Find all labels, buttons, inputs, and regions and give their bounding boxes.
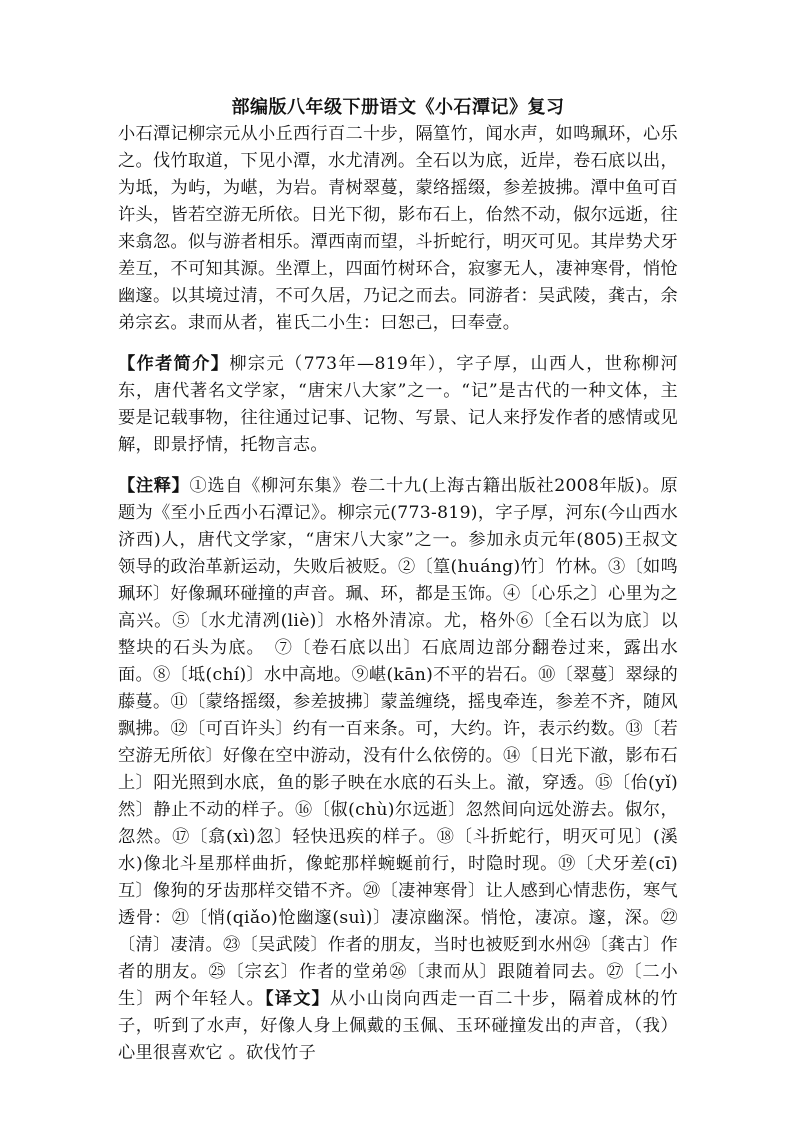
translation-label: 【译文】	[264, 989, 330, 1009]
notes-text: ①选自《柳河东集》卷二十九(上海古籍出版社2008年版)。原题为《至小丘西小石潭记》。柳宗元(773-819)，字子厚，河东(今山西水济西)人，唐代文学家，“唐宋八大家”之一。参加永贞元年(805)王叔文领导的政治革新运动，失败后被贬。②〔篁(huáng)竹〕竹林。③〔如鸣珮环〕好像珮环碰撞的声音。珮、环，都是玉饰。④〔心乐之〕心里为之高兴。⑤〔水尤清冽(liè)〕水格外清凉。尤，格外⑥〔全石以为底〕以整块的石头为底。 ⑦〔卷石底以出〕石底周边部分翻卷过来，露出水面。⑧〔坻(chí)〕水中高地。⑨嵁(kān)不平的岩石。⑩〔翠蔓〕翠绿的藤蔓。⑪〔蒙络摇缀，参差披拂〕蒙盖缠绕，摇曳牵连，参差不齐，随风飘拂。⑫〔可百许头〕约有一百来条。可，大约。许，表示约数。⑬〔若空游无所依〕好像在空中游动，没有什么依傍的。⑭〔日光下澈，影布石上〕阳光照到水底，鱼的影子映在水底的石头上。澈，穿透。⑮〔佁(yǐ)然〕静止不动的样子。⑯〔俶(chù)尔远逝〕忽然间向远处游去。俶尔，忽然。⑰〔翕(xì)忽〕轻快迅疾的样子。⑱〔斗折蛇行，明灭可见〕(溪水)像北斗星那样曲折，像蛇那样蜿蜒前行，时隐时现。⑲〔犬牙差(cī)互〕像狗的牙齿那样交错不齐。⑳〔凄神寒骨〕让人感到心情悲伤，寒气透骨：㉑〔悄(qiǎo)怆幽邃(suì)〕凄凉幽深。悄怆，凄凉。邃，深。㉒〔清〕凄清。㉓〔吴武陵〕作者的朋友，当时也被贬到水州㉔〔龚古〕作者的朋友。㉕〔宗玄〕作者的堂弟㉖〔隶而从〕跟随着同去。㉗〔二小生〕两个年轻人。	[118, 476, 679, 1009]
translation-text: 从小山岗向西走一百二十步，隔着成林的竹子，听到了水声，好像人身上佩戴的玉佩、玉环碰撞发出的声音，（我）心里很喜欢它 。砍伐竹子	[118, 989, 679, 1063]
author-intro-text: 柳宗元（773年—819年），字子厚，山西人，世称柳河东，唐代著名文学家，“唐宋八大家”之一。“记”是古代的一种文体，主要是记载事物，往往通过记事、记物、写景、记人来抒发作者的感情或见解，即景抒情，托物言志。	[118, 354, 678, 455]
notes-paragraph	[118, 473, 678, 1067]
author-intro-paragraph	[118, 351, 678, 459]
page-title: 部编版八年级下册语文《小石潭记》复习	[231, 97, 565, 118]
document-page	[118, 94, 678, 1067]
notes-label: 【注释】	[118, 476, 190, 496]
original-text-paragraph: 小石潭记柳宗元从小丘西行百二十步，隔篁竹，闻水声，如鸣珮环，心乐之。伐竹取道，下见小潭，水尤清冽。全石以为底，近岸，卷石底以出，为坻，为屿，为嵁，为岩。青树翠蔓，蒙络摇缀，参差披拂。潭中鱼可百许头，皆若空游无所依。日光下彻，影布石上，佁然不动，俶尔远逝，往来翕忽。似与游者相乐。潭西南而望，斗折蛇行，明灭可见。其岸势犬牙差互，不可知其源。坐潭上，四面竹树环合，寂寥无人，凄神寒骨，悄怆幽邃。以其境过清，不可久居，乃记之而去。同游者：吴武陵，龚古，余弟宗玄。隶而从者，崔氏二小生：曰恕己，曰奉壹。	[118, 124, 678, 333]
author-intro-label: 【作者简介】	[118, 354, 230, 374]
